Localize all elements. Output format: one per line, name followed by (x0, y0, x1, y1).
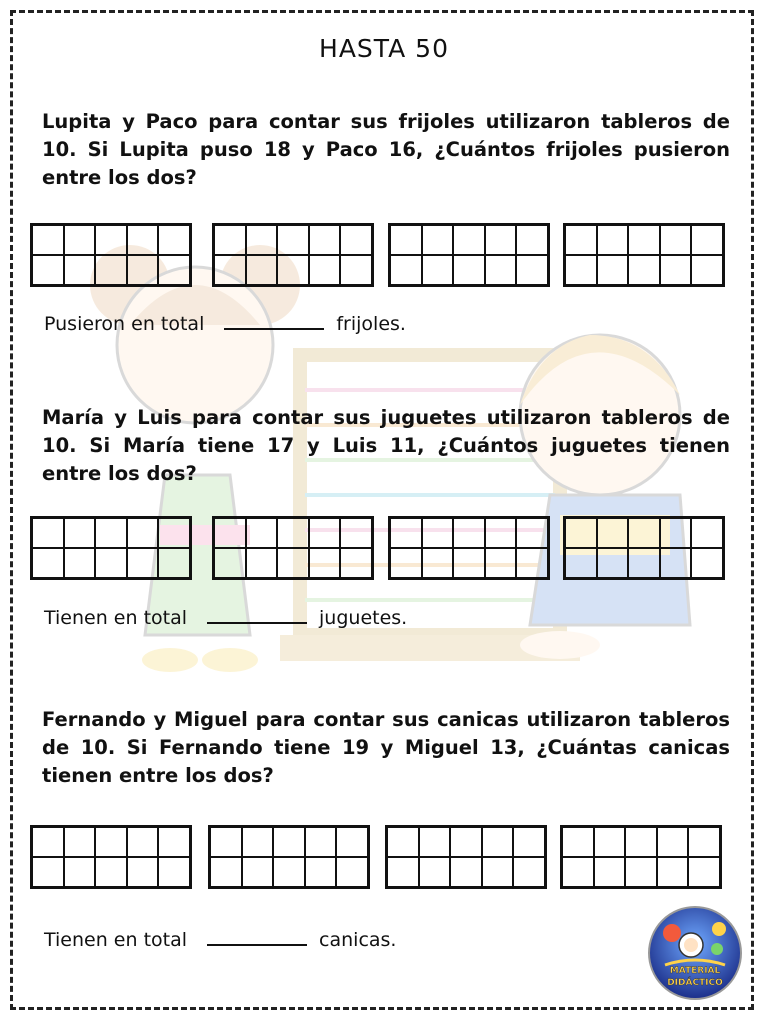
question-3: Fernando y Miguel para contar sus canicas utilizaron tableros de 10. Si Fernando tiene 19 y Miguel 13, ¿Cuántas canicas tienen entre los dos? (42, 708, 730, 787)
answer-suffix: canicas. (319, 929, 397, 951)
ten-frames-1 (30, 223, 730, 287)
ten-frame[interactable] (212, 223, 374, 287)
material-didactico-logo (647, 905, 743, 1001)
answer-line-2 (44, 604, 407, 629)
ten-frame[interactable] (30, 825, 192, 889)
ten-frame[interactable] (30, 516, 192, 580)
ten-frame[interactable] (563, 223, 725, 287)
answer-blank[interactable] (207, 604, 307, 624)
ten-frame[interactable] (30, 223, 192, 287)
answer-prefix: Pusieron en total (44, 313, 205, 335)
question-1: Lupita y Paco para contar sus frijoles utilizaron tableros de 10. Si Lupita puso 18 y Paco 16, ¿Cuántos frijoles pusieron entre los dos? (42, 110, 730, 189)
answer-suffix: frijoles. (336, 313, 406, 335)
question-2: María y Luis para contar sus juguetes utilizaron tableros de 10. Si María tiene 17 y Luis 11, ¿Cuántos juguetes tienen entre los dos? (42, 406, 730, 485)
answer-blank[interactable] (224, 310, 324, 330)
answer-line-3 (44, 926, 396, 951)
ten-frame[interactable] (212, 516, 374, 580)
ten-frame[interactable] (388, 516, 550, 580)
answer-suffix: juguetes. (319, 607, 408, 629)
logo-text-line2: DIDÁCTICO (667, 978, 723, 988)
answer-prefix: Tienen en total (44, 607, 188, 629)
ten-frame[interactable] (560, 825, 722, 889)
ten-frame[interactable] (563, 516, 725, 580)
page-title: HASTA 50 (319, 34, 449, 63)
answer-prefix: Tienen en total (44, 929, 188, 951)
ten-frames-2 (30, 516, 730, 580)
ten-frame[interactable] (208, 825, 370, 889)
answer-blank[interactable] (207, 926, 307, 946)
ten-frame[interactable] (385, 825, 547, 889)
ten-frames-3 (30, 825, 730, 889)
logo-text-line1: MATERIAL (669, 966, 721, 976)
answer-line-1 (44, 310, 406, 335)
ten-frame[interactable] (388, 223, 550, 287)
